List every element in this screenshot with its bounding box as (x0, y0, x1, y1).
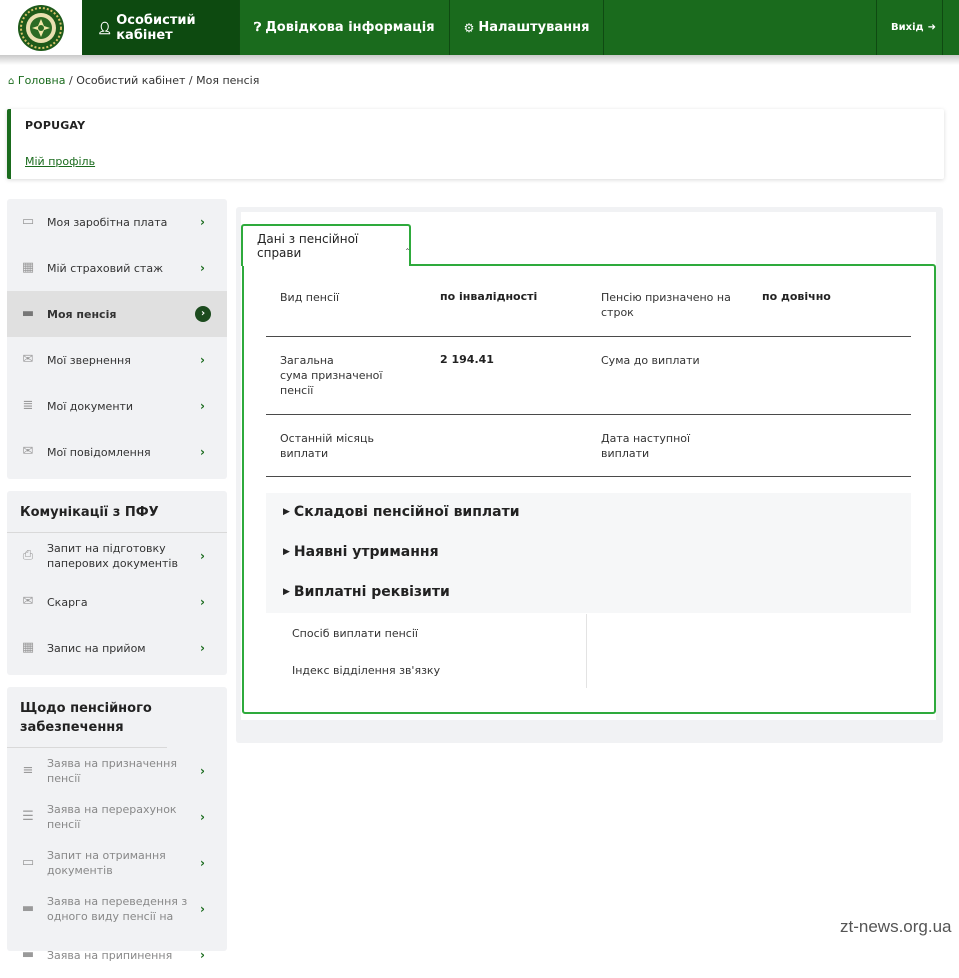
wallet-icon: ▭ (21, 214, 35, 229)
calendar-icon: ▦ (21, 640, 35, 655)
profile-name: POPUGAY (25, 119, 86, 132)
sidebar-item-my-documents[interactable]: ≣ Мої документи › (7, 383, 227, 429)
chevron-right-icon: › (200, 445, 205, 459)
folder-icon: ▬ (21, 306, 35, 321)
breadcrumb-cabinet-link[interactable]: Особистий кабінет (76, 74, 186, 87)
my-profile-link[interactable]: Мій профіль (25, 155, 96, 168)
calendar-icon: ▦ (21, 260, 35, 275)
gear-icon: ⚙ (463, 20, 475, 35)
form-icon: ≡ (22, 763, 34, 778)
pension-term-value: по довічно (762, 290, 831, 303)
recalc-icon: ☰ (22, 809, 34, 824)
payment-method-label: Спосіб виплати пенсії (292, 627, 418, 640)
user-icon: 👤︎ (97, 20, 113, 35)
caret-right-icon: ▶ (283, 507, 290, 517)
accordion-payment-requisites[interactable]: ▶ Виплатні реквізити (283, 584, 450, 600)
chevron-right-icon: › (200, 215, 205, 229)
sidebar-item-pension-application[interactable]: ≡ Заява на призначення пенсії › (7, 748, 227, 794)
caret-right-icon: ▶ (283, 547, 290, 557)
pension-type-value: по інвалідності (440, 290, 538, 303)
last-payment-month-label: Останній місяць виплати (280, 432, 374, 460)
nav-reference-info[interactable]: ❓︎ Довідкова інформація (240, 0, 450, 55)
divider (266, 476, 911, 477)
sidebar-main (7, 199, 227, 479)
sidebar-item-termination[interactable]: ▬ Заява на припинення › (21, 947, 205, 962)
sidebar-item-my-pension[interactable]: ▬ Моя пенсія › (7, 291, 227, 337)
chevron-right-icon: › (200, 641, 205, 655)
total-amount-value: 2 194.41 (440, 353, 494, 366)
chevron-right-icon: › (200, 764, 205, 778)
divider (266, 336, 911, 337)
accordion-deductions[interactable]: ▶ Наявні утримання (283, 544, 439, 560)
profile-card (7, 109, 944, 179)
nav-personal-cabinet[interactable]: 👤︎ Особистий кабінет (83, 0, 240, 55)
divider (266, 414, 911, 415)
chevron-right-icon: › (200, 948, 205, 962)
top-navbar (0, 0, 959, 55)
breadcrumb-home-link[interactable]: Головна (17, 74, 66, 87)
pension-case-panel (242, 264, 936, 714)
chevron-right-icon: › (200, 549, 205, 563)
envelope-icon: ✉ (22, 352, 34, 367)
logout-button[interactable]: Вихід ➜ (876, 0, 943, 55)
question-circle-icon: ❓︎ (254, 20, 262, 34)
sidebar-item-paper-docs-request[interactable]: ⎙ Запит на підготовку паперових документів › (7, 533, 227, 579)
pension-term-label: Пенсію призначено на строк (601, 291, 731, 319)
chevron-circle-right-icon: › (195, 306, 211, 322)
next-payment-date-label: Дата наступної виплати (601, 432, 691, 460)
chevron-right-icon: › (200, 902, 205, 916)
sidebar-communications (7, 491, 227, 675)
sign-out-icon: ➜ (927, 22, 936, 33)
watermark: zt-news.org.ua (840, 917, 952, 936)
total-amount-label: Загальна сума призначеної пенсії (280, 354, 383, 397)
mail-edit-icon: ✉ (22, 594, 34, 609)
pfu-logo[interactable] (0, 0, 83, 55)
pension-type-label: Вид пенсії (280, 291, 340, 304)
communications-heading: Комунікації з ПФУ (7, 491, 227, 533)
printer-icon: ⎙ (22, 548, 34, 563)
folder-icon: ▬ (21, 947, 35, 962)
sidebar-item-pension-transfer[interactable]: ▬ Заява на переведення з одного виду пенсії на › (21, 895, 205, 923)
breadcrumb: ⌂ Головна / Особистий кабінет / Моя пенсія (8, 74, 260, 87)
sidebar-item-salary[interactable]: ▭ Моя заробітна плата › (21, 214, 205, 229)
sidebar-item-my-messages[interactable]: ✉ Мої повідомлення › (7, 429, 227, 475)
request-icon: ▭ (21, 855, 35, 870)
sidebar-item-recalc-application[interactable]: ☰ Заява на перерахунок пенсії › (7, 794, 227, 840)
caret-right-icon: ▶ (283, 587, 290, 597)
nav-settings[interactable]: ⚙ Налаштування (450, 0, 605, 55)
folder-icon: ▬ (21, 901, 35, 916)
chevron-right-icon: › (200, 399, 205, 413)
sidebar-pension-provision (7, 687, 227, 962)
sidebar-item-documents-request[interactable]: ▭ Запит на отримання документів › (21, 849, 205, 877)
payout-amount-label: Сума до виплати (601, 354, 700, 367)
sidebar-item-my-appeals[interactable]: ✉ Мої звернення › (7, 337, 227, 383)
chevron-right-icon: › (200, 595, 205, 609)
postal-index-label: Індекс відділення зв'язку (292, 664, 441, 677)
home-icon: ⌂ (8, 76, 15, 87)
chevron-right-icon: › (200, 810, 205, 824)
envelope-icon: ✉ (22, 444, 34, 459)
document-icon: ≣ (22, 398, 34, 413)
tab-pension-case-data[interactable]: Дані з пенсійної справи ‸ (241, 224, 411, 266)
chevron-right-icon: › (200, 353, 205, 367)
pension-provision-heading: Щодо пенсійного забезпечення (7, 687, 167, 748)
chevron-up-icon: ‸ (405, 241, 409, 251)
accordion-pension-components[interactable]: ▶ Складові пенсійної виплати (283, 504, 520, 520)
chevron-right-icon: › (200, 261, 205, 275)
sidebar-item-appointment[interactable]: ▦ Запис на прийом › (21, 640, 205, 655)
breadcrumb-current: Моя пенсія (196, 74, 260, 87)
sidebar-item-complaint[interactable]: ✉ Скарга › (7, 579, 227, 625)
chevron-right-icon: › (200, 856, 205, 870)
sidebar-item-insurance-experience[interactable]: ▦ Мій страховий стаж › (21, 260, 205, 275)
